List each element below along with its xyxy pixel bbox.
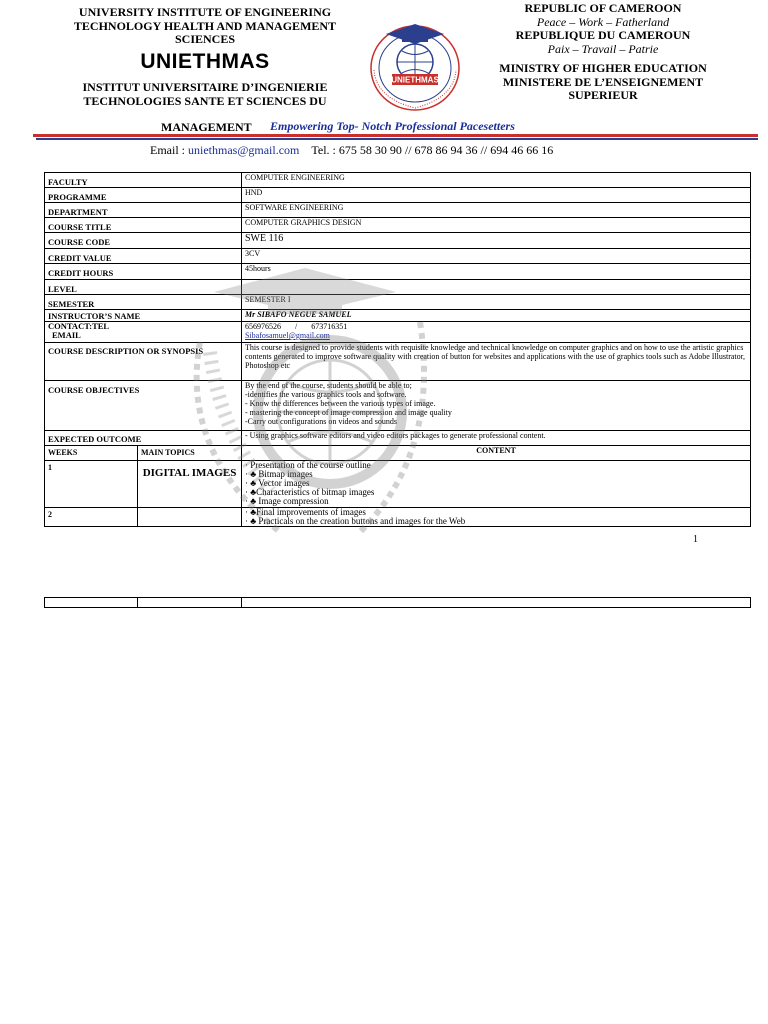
brand-name: UNIETHMAS [140,50,270,73]
faculty-value: COMPUTER ENGINEERING [242,173,751,188]
contact-email-label: EMAIL [52,330,81,340]
main-topic: DIGITAL IMAGES [138,461,242,508]
week-content [242,508,751,527]
main-topic [138,508,242,527]
outcome-label: EXPECTED OUTCOME [45,431,242,446]
semester-label: SEMESTER [45,295,242,310]
continuation-cell [138,598,242,608]
content-item: · ♣Final improvements of images [245,507,366,517]
motto-fr: Paix – Travail – Patrie [547,41,659,56]
content-item: · Presentation of the course outline [245,460,371,470]
objectives-label: COURSE OBJECTIVES [45,381,242,431]
semester-value: SEMESTER I [242,295,751,310]
content-item: · ♣Characteristics of bitmap images [245,487,375,497]
faculty-label: FACULTY [45,173,242,188]
department-label: DEPARTMENT [45,203,242,218]
credit-value-label: CREDIT VALUE [45,249,242,264]
header-divider-red [33,134,758,137]
week-number: 2 [45,508,138,527]
content-header: CONTENT [242,446,751,461]
objectives-value [242,381,751,431]
republic-fr: REPUBLIQUE DU CAMEROUN [515,28,691,42]
instructor-label: INSTRUCTOR’S NAME [45,310,242,322]
institution-fr-line-2: TECHNOLOGIES SANTE ET SCIENCES DU [83,93,327,108]
objective-item: - Know the differences between the various types of image. [245,399,436,408]
objective-item: By the end of the course, students should be able to; [245,381,412,390]
objective-item: - mastering the concept of image compression and image quality [245,408,452,417]
level-label: LEVEL [45,280,242,295]
schedule-row [45,461,751,508]
description-label: COURSE DESCRIPTION OR SYNOPSIS [45,343,242,381]
continuation-table [44,597,751,608]
week-content [242,461,751,508]
course-title-label: COURSE TITLE [45,218,242,233]
contact-tel-value: 656976526 / 673716351 [245,322,348,331]
logo-text: UNIETHMAS [391,75,439,85]
week-number: 1 [45,461,138,508]
content-item: · ♣ Practicals on the creation buttons and images for the Web [245,516,466,526]
slogan: Empowering Top- Notch Professional Pacesetters [270,119,515,133]
contact-tel-label: CONTACT:TEL [48,321,110,331]
programme-value: HND [242,188,751,203]
content-item: · ♣ Bitmap images [245,469,313,479]
email-link[interactable]: uniethmas@gmail.com [188,143,300,157]
republic-en: REPUBLIC OF CAMEROON [524,1,682,15]
course-title-value: COMPUTER GRAPHICS DESIGN [242,218,751,233]
contact-label-cell [45,322,242,343]
department-value: SOFTWARE ENGINEERING [242,203,751,218]
institution-fr-line-1: INSTITUT UNIVERSITAIRE D’INGENIERIE [82,80,328,94]
institution-line-1: UNIVERSITY INSTITUTE OF ENGINEERING [78,5,332,19]
level-value [242,280,751,295]
ministry-fr-2: SUPERIEUR [568,88,638,102]
weeks-header: WEEKS [45,446,138,461]
contact-value-cell [242,322,751,343]
content-item: · ♣ Vector images [245,478,310,488]
content-item: · ♣ Image compression [245,496,329,506]
motto-en: Peace – Work – Fatherland [536,14,670,29]
institution-logo [352,18,478,114]
institution-line-3: SCIENCES [174,32,236,46]
page-number: 1 [693,534,698,545]
email-label: Email : [150,143,188,157]
credit-value-value: 3CV [242,249,751,264]
description-value: This course is designed to provide students with requisite knowledge and technical knowledge on computer graphics and on how to use the artistic graphics contents generated to improve software quality with creation of button for websites and applications with the use of graphics tools such as Adobe Illustrator, Photoshop etc [242,343,751,381]
schedule-row [45,508,751,527]
credit-hours-value: 45hours [242,264,751,280]
institution-name-en [60,6,350,47]
course-code-value: SWE 116 [242,233,751,249]
main-topics-header: MAIN TOPICS [138,446,242,461]
institution-line-2: TECHNOLOGY HEALTH AND MANAGEMENT [73,18,337,33]
ministry-en: MINISTRY OF HIGHER EDUCATION [499,61,707,75]
course-info-table [44,172,751,527]
republic-block [488,2,718,103]
contact-email-value[interactable]: Sibafosamuel@gmail.com [245,331,330,340]
contact-line [150,143,553,158]
continuation-cell [45,598,138,608]
programme-label: PROGRAMME [45,188,242,203]
objective-item: -Carry out configurations on videos and sounds [245,417,397,426]
phone-numbers: Tel. : 675 58 30 90 // 678 86 94 36 // 694 46 66 16 [311,143,554,157]
continuation-cell [242,598,751,608]
course-code-label: COURSE CODE [45,233,242,249]
header-divider-blue [36,138,758,140]
outcome-value: - Using graphics software editors and video editors packages to generate professional content. [242,431,751,446]
ministry-fr-1: MINISTERE DE L’ENSEIGNEMENT [502,74,704,89]
credit-hours-label: CREDIT HOURS [45,264,242,280]
institution-fr-line-3: MANAGEMENT [161,120,252,134]
objective-item: -identifies the various graphics tools and software. [245,390,407,399]
institution-name-fr [60,81,350,108]
instructor-value: Mr SIBAFO NEGUE SAMUEL [242,310,751,322]
